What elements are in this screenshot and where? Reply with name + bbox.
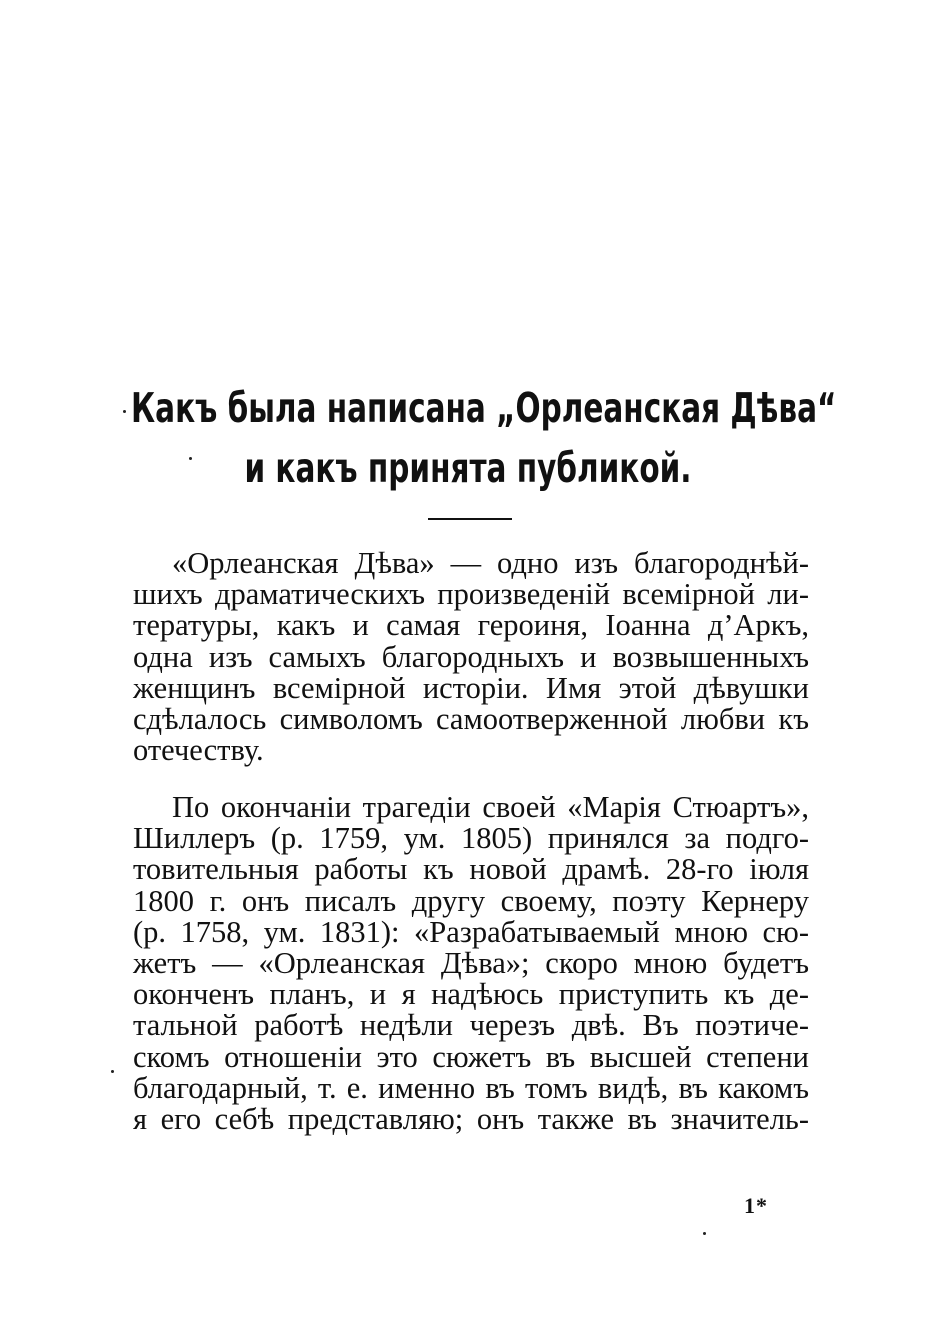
- text-line: жетъ — «Орлеанская Дѣва»; скоро мною будетъ: [133, 945, 809, 980]
- title-divider: [428, 518, 512, 520]
- chapter-title-line-2: и какъ принята публикой.: [244, 444, 692, 492]
- paragraph-1: [133, 548, 809, 766]
- text-line: 1800 г. онъ писалъ другу своему, поэту Кернеру: [133, 883, 809, 918]
- text-line: отечеству.: [133, 733, 264, 768]
- text-line: (р. 1758, ум. 1831): «Разрабатываемый мною сю-: [133, 914, 809, 949]
- text-line: женщинъ всемiрной исторiи. Имя этой дѣвушки: [133, 670, 809, 705]
- text-line: По окончанiи трагедiи своей «Марiя Стюартъ»,: [172, 790, 809, 824]
- text-line: шихъ драматическихъ произведенiй всемiрной ли-: [133, 577, 809, 612]
- text-line: благодарный, т. е. именно въ томъ видѣ, въ какомъ: [133, 1070, 809, 1105]
- paragraph-2: [133, 792, 809, 1135]
- text-line: сдѣлалось символомъ самоотверженной любви къ: [133, 701, 809, 736]
- chapter-title-line-1: Какъ была написана „Орлеанская Дѣва“: [131, 384, 837, 432]
- text-line: товительныя работы къ новой драмѣ. 28-го iюля: [133, 852, 809, 887]
- print-speck: [703, 1232, 706, 1235]
- print-speck: [111, 1070, 114, 1073]
- text-line: скомъ отношенiи это сюжетъ въ высшей степени: [133, 1039, 809, 1074]
- signature-mark: 1*: [744, 1193, 768, 1218]
- text-line: тературы, какъ и самая героиня, Іоанна д’Аркъ,: [133, 608, 809, 643]
- print-speck: [123, 410, 126, 413]
- text-line: я его себѣ представляю; онъ также въ значитель-: [133, 1101, 809, 1136]
- text-line: Шиллеръ (р. 1759, ум. 1805) принялся за подго-: [133, 821, 809, 856]
- print-speck: [189, 457, 192, 460]
- text-line: тальной работѣ недѣли черезъ двѣ. Въ поэтиче-: [133, 1008, 809, 1043]
- text-line: одна изъ самыхъ благородныхъ и возвышенныхъ: [133, 639, 809, 674]
- text-line: «Орлеанская Дѣва» — одно изъ благороднѣй-: [172, 546, 809, 580]
- text-line: оконченъ планъ, и я надѣюсь приступить къ де-: [133, 977, 809, 1012]
